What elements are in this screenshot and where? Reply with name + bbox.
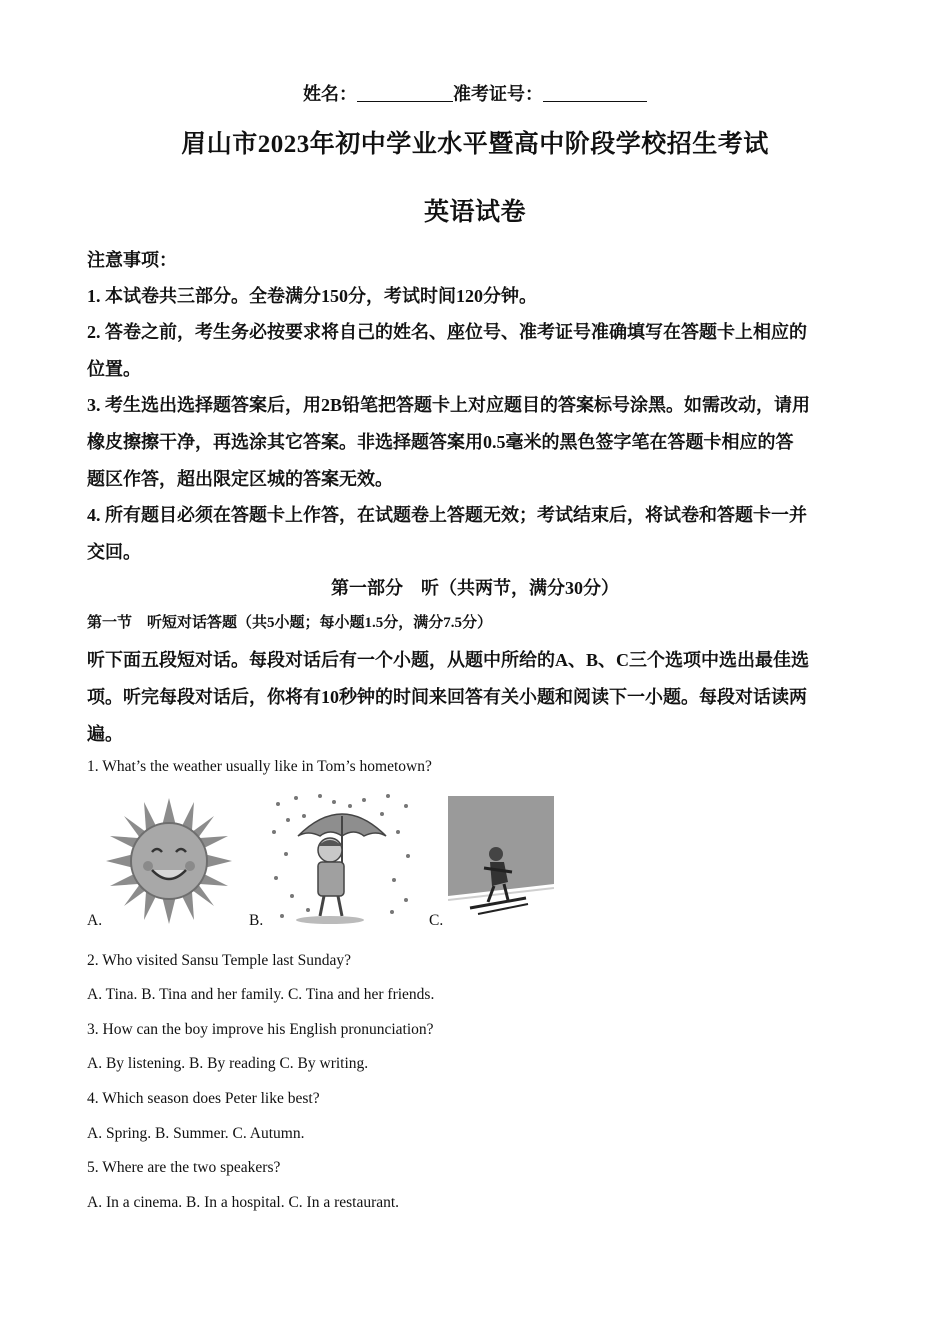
name-blank	[357, 85, 453, 102]
note-line: 交回。	[87, 542, 141, 562]
picture-label-b: B.	[249, 912, 264, 929]
notes-heading: 注意事项：	[87, 250, 177, 270]
note-line: 4. 所有题目必须在答题卡上作答，在试题卷上答题无效；考试结束后，将试卷和答题卡一并	[87, 505, 807, 525]
instruction-line: 项。听完每段对话后，你将有10秒钟的时间来回答有关小题和阅读下一小题。每段对话读两	[87, 687, 807, 707]
picture-label-a: A.	[87, 912, 103, 929]
name-label: 姓名：	[303, 84, 357, 104]
question-4-stem: 4. Which season does Peter like best?	[87, 1090, 320, 1107]
note-line: 3. 考生选出选择题答案后，用2B铅笔把答题卡上对应题目的答案标号涂黑。如需改动，请用	[87, 395, 811, 415]
question-3-options: A. By listening. B. By reading C. By writing.	[87, 1055, 369, 1072]
id-blank	[543, 85, 647, 102]
exam-subtitle: 英语试卷	[423, 199, 526, 226]
note-line: 1. 本试卷共三部分。全卷满分150分，考试时间120分钟。	[87, 286, 537, 306]
instruction-line: 听下面五段短对话。每段对话后有一个小题，从题中所给的A、B、C三个选项中选出最佳选	[87, 650, 809, 670]
question-4-options: A. Spring. B. Summer. C. Autumn.	[87, 1125, 305, 1142]
id-label: 准考证号：	[453, 84, 543, 104]
question-2-options: A. Tina. B. Tina and her family. C. Tina and her friends.	[87, 986, 435, 1003]
instruction-line: 遍。	[87, 724, 123, 744]
picture-label-c: C.	[429, 912, 444, 929]
skiing-icon	[448, 796, 554, 926]
question-2-stem: 2. Who visited Sansu Temple last Sunday?	[87, 952, 351, 969]
rain-umbrella-icon	[268, 792, 414, 926]
question-1-stem: 1. What’s the weather usually like in Tom’s hometown?	[87, 758, 432, 775]
section1-title: 第一节 听短对话答题（共5小题；每小题1.5分，满分7.5分）	[87, 615, 493, 631]
note-line: 位置。	[87, 359, 141, 379]
question-3-stem: 3. How can the boy improve his English pronunciation?	[87, 1021, 434, 1038]
note-line: 橡皮擦擦干净，再选涂其它答案。非选择题答案用0.5毫米的黑色签字笔在答题卡相应的答	[87, 432, 794, 452]
exam-title: 眉山市2023年初中学业水平暨高中阶段学校招生考试	[181, 131, 769, 158]
note-line: 题区作答，超出限定区城的答案无效。	[87, 469, 393, 489]
candidate-info-line	[0, 80, 950, 106]
question-5-stem: 5. Where are the two speakers?	[87, 1159, 281, 1176]
sun-icon	[104, 796, 234, 926]
part1-title: 第一部分 听（共两节，满分30分）	[331, 578, 619, 598]
question-5-options: A. In a cinema. B. In a hospital. C. In a restaurant.	[87, 1194, 400, 1211]
note-line: 2. 答卷之前，考生务必按要求将自己的姓名、座位号、准考证号准确填写在答题卡上相应的	[87, 322, 807, 342]
